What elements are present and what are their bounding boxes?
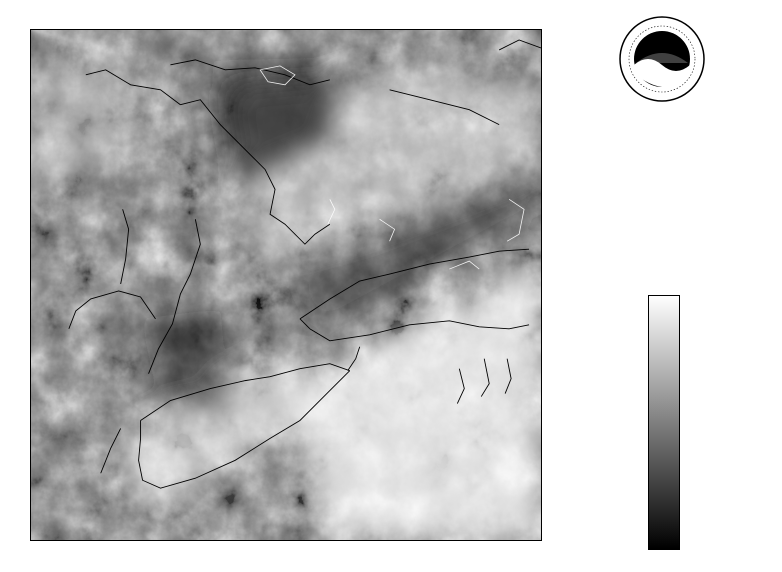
noaa-logo (618, 15, 706, 103)
info-panel (548, 0, 782, 572)
colorbar-scale (680, 295, 740, 550)
satellite-image (30, 29, 542, 541)
colorbar (648, 295, 680, 550)
reflectance-image (31, 30, 541, 540)
